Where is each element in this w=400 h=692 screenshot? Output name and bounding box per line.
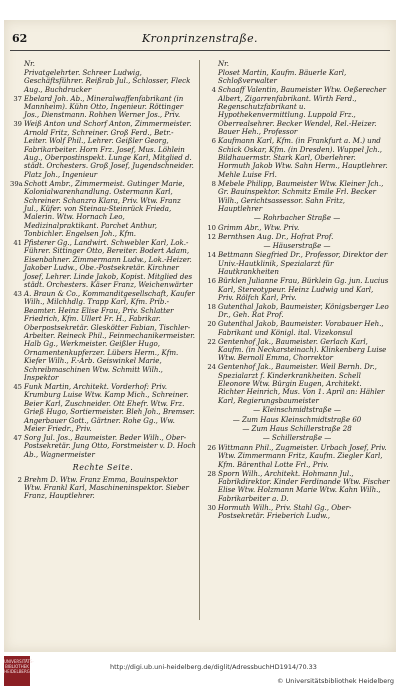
address-entry [10, 476, 196, 501]
address-entry [10, 434, 196, 459]
house-number: 2 [17, 475, 22, 484]
column-divider [199, 60, 200, 620]
address-entry [204, 180, 390, 214]
house-number: 10 [207, 223, 216, 232]
address-entry [204, 363, 390, 405]
street-divider: — Zum Haus Schillerstraße 28 [242, 425, 352, 434]
address-entry [204, 303, 390, 320]
address-entry [10, 95, 196, 120]
street-divider: — Zum Haus Kleinschmidtstraße 60 [232, 415, 362, 424]
house-number: 28 [207, 469, 216, 478]
resident-list: Grimm Abr., Wtw. Priv. [218, 222, 300, 232]
address-entry [204, 320, 390, 337]
street-divider: — Kleinschmidtstraße — [253, 406, 341, 415]
house-number: 47 [13, 433, 22, 442]
house-number: 39a [10, 179, 23, 188]
resident-list: Ploset Martin, Kaufm. Bäuerle Karl, Schloßverwalter [218, 67, 347, 86]
address-entry [204, 338, 390, 363]
address-entry [204, 277, 390, 302]
resident-list: Funk Martin, Architekt. Vorderhof: Priv. Krumburg Luise Wtw. Kamp Mich., Schreiner. Beier Karl, Zuschneider. Ott Ehefr. Wtw. Frz. Grieß Hugo, Sortiermeister. Bleh Joh., Bremser. Angerbauer Gott., Gärtner. Rohe Gg., Ww. Meier Friedr., Priv. [24, 381, 195, 433]
house-number: 22 [207, 337, 216, 346]
house-number: 20 [207, 320, 216, 329]
resident-list: Gutenthal Jakob, Baumeister. Vorabauer Heh., Fabrikant und Königl. ital. Vizekonsul [218, 319, 384, 337]
resident-list: Pfisterer Gg., Landwirt. Schwebler Karl, Lok.-Führer. Sittinger Otto, Bereiter. Bodert Adam, Eisenbahner. Zimmermann Ludw., Lok.-Heizer. Jakober Ludw., Obe.-Postsekretär. Kirchner Josef, Lehrer. Linde Jakob, Kopist. Mitglied des städt. Orchesters. Käser Franz, Weichenwärter [24, 238, 193, 290]
house-number: 26 [207, 443, 216, 452]
address-entry [10, 290, 196, 382]
document-page [4, 20, 396, 652]
resident-list: Schaaff Valentin, Baumeister Wtw. Oeßerecher Albert, Zigarrenfabrikant. Wirth Ferd., Regenschutzfabrikant u. Hypothekenvermittlung. Luppold Frz., Oberrealsehrer. Becker Wendel, Rel.-Heizer. Bauer Heh., Professor [218, 85, 387, 137]
house-number: 18 [207, 302, 216, 311]
address-entry [10, 239, 196, 289]
right-column [204, 60, 390, 521]
resident-list: Bürklen Julianne Frau, Bürklein Gg. jun. Lucius Karl, Stereotypeur. Heinz Ludwig und Karl, Priv. Rölfch Karl, Priv. [218, 276, 389, 302]
resident-list: Wittmann Phil., Zugmeister. Urbach Josef, Priv. Wtw. Zimmermann Fritz, Kaufm. Ziegler Karl, Kfm. Bärenthal Lotte Frl., Priv. [218, 442, 387, 469]
resident-list: A. Braun & Co., Kommanditgesellschaft, Kaufer Wilh., Milchhdlg. Trapp Karl, Kfm. Prib.-Beamter. Heinz Elise Frau, Priv. Schlatter Friedrich, Kfm. Ullert Fr. H., Fabrikar. Oberpostsekretär. Gleskötter Fabian, Tischler-Arbeiter. Reineck Phil., Feinmechanikermeister. Halb Gg., Werkmeister. Geißler Hugo, Ornamentenkupferzer. Lübers Herm., Kfm. Kiefer Wilh., F.-Arb. Geiswinkel Marie, Schreibmaschinen Wtw. Schmitt Wilh., Inspektor [24, 288, 196, 383]
house-number: 16 [207, 277, 216, 286]
doi-link[interactable]: http://digi.ub.uni-heidelberg.de/diglit/AdressbuchHD1914/70.33 [110, 663, 317, 671]
resident-list: Nr. [218, 59, 230, 68]
resident-list: Gentenhof Jak., Baumeister. Gerlach Karl, Kaufm. (in Neckarsteinach). Klinkenberg Luise Wtw. Bernoll Emma, Chorrektor [218, 336, 387, 363]
house-number: 43 [13, 289, 22, 298]
resident-list: Bernthsen Aug. Dr., Hofrat Prof. [218, 231, 334, 241]
address-entry [10, 383, 196, 433]
resident-list: Kaufmann Karl, Kfm. (in Frankfurt a. M.) und Schick Oskar, Kfm. (in Dresden). Wuppel Jch., Bildhauermstr. Stark Karl, Oberlehrer. Hormuth Jakob Wtw. Sahn Herm., Hauptlehrer. Mehle Luise Frl. [218, 136, 388, 179]
address-entry [204, 251, 390, 276]
address-entry [10, 69, 196, 94]
address-entry [204, 86, 390, 136]
resident-list: Schott Ambr., Zimmermeist. Gutinger Marie, Kolonialwarenhandlung. Ostermann Karl, Schreiner. Schanzro Klara, Priv. Wtw. Franz Jul., Küfer. von Steinau-Steinrück Frieda, Malerin. Wtw. Hornach Leo, Medizinalpraktikant. Parchet Anthur, Tonbichler. Engelsen Joh., Kfm. [24, 178, 185, 239]
resident-list: Brehm D. Wtw. Franz Emma, Bauinspektor Wtw. Frankl Karl, Maschineninspektor. Sieber Franz, Hauptlehrer. [24, 474, 189, 501]
house-number: 24 [207, 363, 216, 372]
street-divider: — Rohrbacher Straße — [253, 214, 341, 223]
resident-list: Hormuth Wilh., Priv. Stahl Gg., Ober-Postsekretär. Frieberich Ludw., [218, 502, 352, 521]
address-entry [204, 504, 390, 521]
header-rule [10, 50, 390, 51]
resident-list: Sorg Jul. Jos., Baumeister. Beder Wilh., Ober-Postsekretär. Jung Otto, Forstmeister v. D. Hoch Ab., Wagnermeister [24, 432, 196, 459]
address-entry [204, 233, 390, 241]
street-divider: — Häuserstraße — [263, 242, 331, 251]
address-entry [204, 444, 390, 469]
house-number: 12 [207, 232, 216, 241]
address-entry [204, 137, 390, 179]
house-number: 14 [207, 251, 216, 260]
viewer-footer [0, 652, 400, 692]
resident-list: Weiß Anton und Schorf Anton, Zimmermeister. Arnold Fritz, Schreiner. Groß Ferd., Betr.-Leiter. Wolf Phil., Lehrer. Geißler Georg, Fabrikarbeiter. Horn Frz. Josef, Mus. Löhlein Aug., Oberpostinspekt. Lunge Karl, Mitglied d. städt. Orchesters. Groß Josef, Jugendschneider. Platz Joh., Ingenieur [24, 119, 194, 179]
house-number: 6 [211, 137, 216, 146]
resident-list: Gutenthal Jakob, Baumeister, Königsberger Leo Dr., Geh. Rat Prof. [218, 301, 389, 320]
address-entry [10, 180, 196, 239]
page-header [4, 32, 396, 48]
resident-list: Sporn Wilh., Architekt. Hohmann Jul., Fabrikdirektor. Kinder Ferdinande Wtw. Fischer Elise Wtw. Holzmann Marie Wtw. Kahn Wilh., Fabrikarbeiter a. D. [218, 468, 390, 503]
house-number: 45 [13, 382, 22, 391]
house-number: 4 [211, 86, 216, 95]
resident-list: Mebele Philipp, Baumeister Wtw. Kleiner Jch., Gr. Bauinspektor. Schmitz Emile Frl. Becker Wilh., Gerichtsassessor. Sahn Fritz, Hauptlehrer [218, 178, 384, 213]
address-entry [10, 120, 196, 179]
house-number: 41 [13, 239, 22, 248]
running-title: Kronprinzenstraße. [142, 32, 258, 45]
street-divider: — Schillerstraße — [262, 434, 332, 443]
page-number: 62 [12, 32, 28, 45]
resident-list: Bettmann Siegfried Dr., Professor, Direktor der Univ.-Hautklinik, Spezialarzt für Hautkrankheiten [218, 250, 388, 277]
logo-text: UNIVERSITÄTS-BIBLIOTHEK HEIDELBERG [4, 659, 34, 674]
resident-list: Ebelard Joh. Ab., Mineralwaffenfabrikant (in Mannheim). Kühn Otto, Ingenieur. Röttinger Jos., Dienstmann. Rohhen Werner Jos., Priv. [24, 93, 184, 120]
university-logo [4, 656, 34, 686]
house-number: 8 [211, 179, 216, 188]
street-divider: Rechte Seite. [72, 463, 134, 473]
house-number: 37 [13, 94, 22, 103]
address-entry [204, 470, 390, 504]
resident-list: Gentenhof Jak., Baumeister. Weil Bernh. Dr., Spezialarzt f. Kinderkrankheiten. Schell Eleonore Wtw. Bürgin Eugen, Architekt. Richter Heinrich, Mus. Von 1. April an: Hähler Karl, Regierungsbaumeister [218, 362, 385, 405]
resident-list: Privatgelehrter. Schreer Ludwig, Geschäftsführer. Reißrab Jul., Schlosser, Fleck Aug., Buchdrucker [24, 67, 191, 94]
left-column [10, 60, 196, 501]
copyright-notice: © Universitätsbibliothek Heidelberg [276, 677, 394, 685]
house-number: 30 [207, 503, 216, 512]
resident-list: Nr. [24, 59, 36, 68]
house-number: 39 [13, 120, 22, 129]
address-entry [204, 69, 390, 86]
